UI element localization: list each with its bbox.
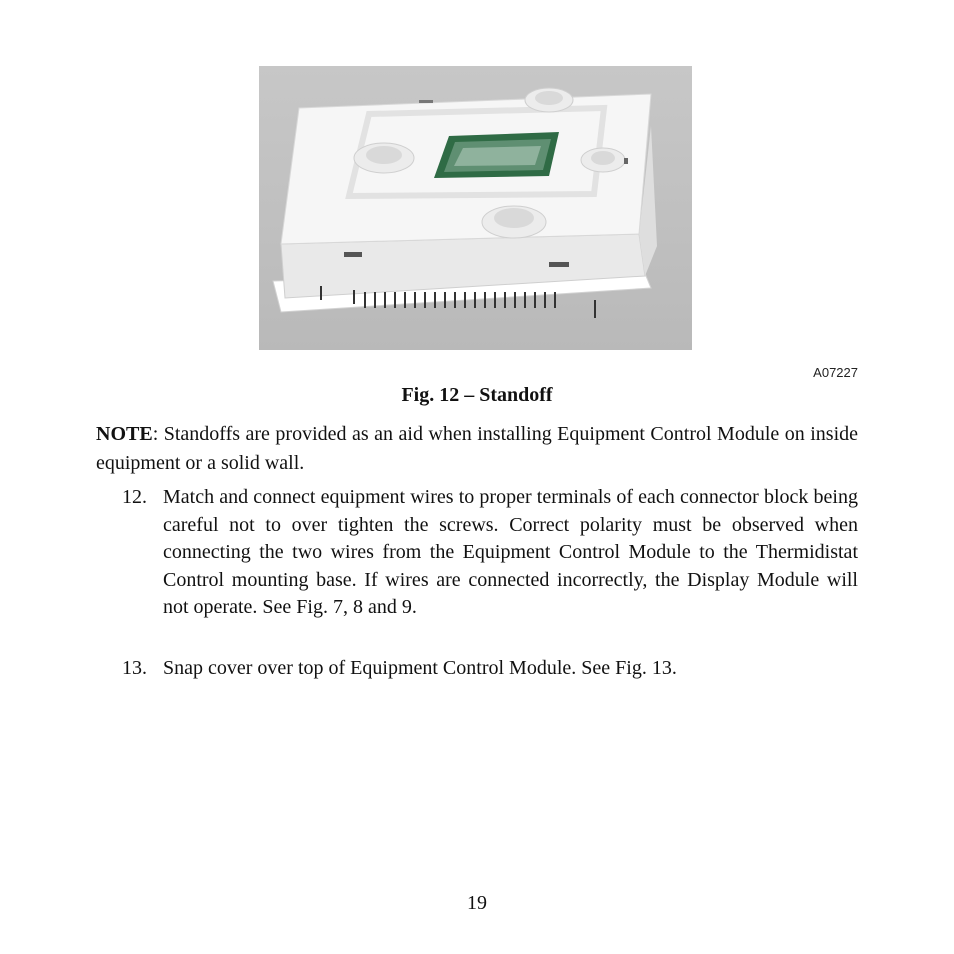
figure-caption: Fig. 12 – Standoff (401, 384, 553, 406)
step-12 (96, 484, 858, 622)
step-text: Match and connect equipment wires to proper terminals of each connector block being careful not to over tighten the screws. Correct polarity must be observed when connecting the two wires from the Equipment Control Module to the Thermidistat Control mounting base. If wires are connected incorrectly, the Display Module will not operate. See Fig. 7, 8 and 9. (163, 486, 858, 618)
step-13 (96, 655, 858, 683)
standoff-module-illustration (259, 66, 692, 350)
note-paragraph (96, 420, 858, 478)
page-number: 19 (467, 892, 487, 914)
step-number: 12. (122, 486, 147, 508)
step-text: Snap cover over top of Equipment Control Module. See Fig. 13. (163, 657, 677, 679)
standoff-photo (259, 66, 692, 350)
step-number: 13. (122, 657, 147, 679)
note-text: : Standoffs are provided as an aid when installing Equipment Control Module on inside equipment or a solid wall. (96, 423, 858, 474)
figure-code: A07227 (813, 365, 858, 380)
note-label: NOTE (96, 423, 153, 445)
